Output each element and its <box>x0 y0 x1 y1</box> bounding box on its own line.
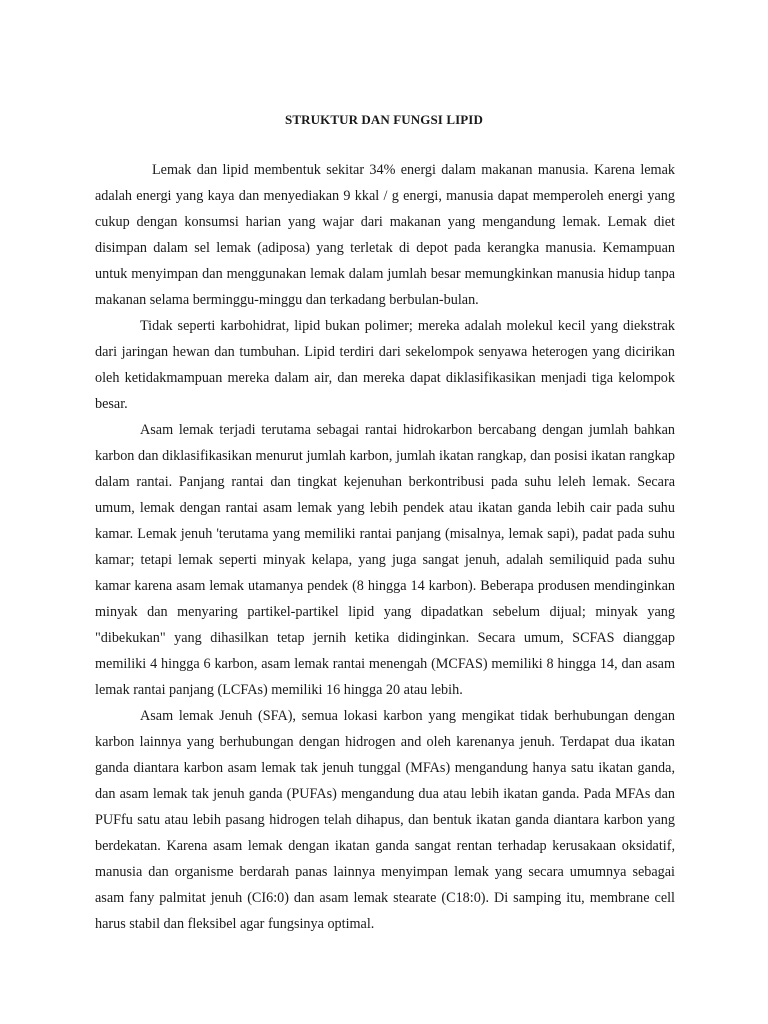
paragraph: Tidak seperti karbohidrat, lipid bukan polimer; mereka adalah molekul kecil yang diekstrak dari jaringan hewan dan tumbuhan. Lipid terdiri dari sekelompok senyawa heterogen yang dicirikan oleh ketidakmampuan mereka dalam air, dan mereka dapat diklasifikasikan menjadi tiga kelompok besar. <box>95 318 675 412</box>
paragraph: Asam lemak terjadi terutama sebagai rantai hidrokarbon bercabang dengan jumlah bahkan karbon dan diklasifikasikan menurut jumlah karbon, jumlah ikatan rangkap, dan posisi ikatan rangkap dalam rantai. Panjang rantai dan tingkat kejenuhan berkontribusi pada suhu leleh lemak. Secara umum, lemak dengan rantai asam lemak yang lebih pendek atau ikatan ganda lebih cair pada suhu kamar. Lemak jenuh 'terutama yang memiliki rantai panjang (misalnya, lemak sapi), padat pada suhu kamar; tetapi lemak seperti minyak kelapa, yang juga sangat jenuh, adalah semiliquid pada suhu kamar karena asam lemak utamanya pendek (8 hingga 14 karbon). Beberapa produsen mendinginkan minyak dan menyaring partikel-partikel lipid yang dipadatkan sebelum dijual; minyak yang "dibekukan" yang dihasilkan tetap jernih ketika didinginkan. Secara umum, SCFAS dianggap memiliki 4 hingga 6 karbon, asam lemak rantai menengah (MCFAS) memiliki 8 hingga 14, dan asam lemak rantai panjang (LCFAs) memiliki 16 hingga 20 atau lebih. <box>95 422 675 698</box>
paragraph: Asam lemak Jenuh (SFA), semua lokasi karbon yang mengikat tidak berhubungan dengan karbon lainnya yang berhubungan dengan hidrogen and oleh karenanya jenuh. Terdapat dua ikatan ganda diantara karbon asam lemak tak jenuh tunggal (MFAs) mengandung hanya satu ikatan ganda, dan asam lemak tak jenuh ganda (PUFAs) mengandung dua atau lebih ikatan ganda. Pada MFAs dan PUFfu satu atau lebih pasang hidrogen telah dihapus, dan bentuk ikatan ganda diantara karbon yang berdekatan. Karena asam lemak dengan ikatan ganda sangat rentan terhadap kerusakaan oksidatif, manusia dan organisme berdarah panas lainnya menyimpan lemak yang secara umumnya sebagai asam fany palmitat jenuh (CI6:0) dan asam lemak stearate (C18:0). Di samping itu, membrane cell harus stabil dan fleksibel agar fungsinya optimal. <box>95 708 675 932</box>
document-body <box>95 157 675 937</box>
paragraph: Lemak dan lipid membentuk sekitar 34% energi dalam makanan manusia. Karena lemak adalah energi yang kaya dan menyediakan 9 kkal / g energi, manusia dapat memperoleh energi yang cukup dengan konsumsi harian yang wajar dari makanan yang mengandung lemak. Lemak diet disimpan dalam sel lemak (adiposa) yang terletak di depot pada kerangka manusia. Kemampuan untuk menyimpan dan menggunakan lemak dalam jumlah besar memungkinkan manusia hidup tanpa makanan selama berminggu-minggu dan terkadang berbulan-bulan. <box>95 162 675 308</box>
document-title: STRUKTUR DAN FUNGSI LIPID <box>285 112 483 127</box>
